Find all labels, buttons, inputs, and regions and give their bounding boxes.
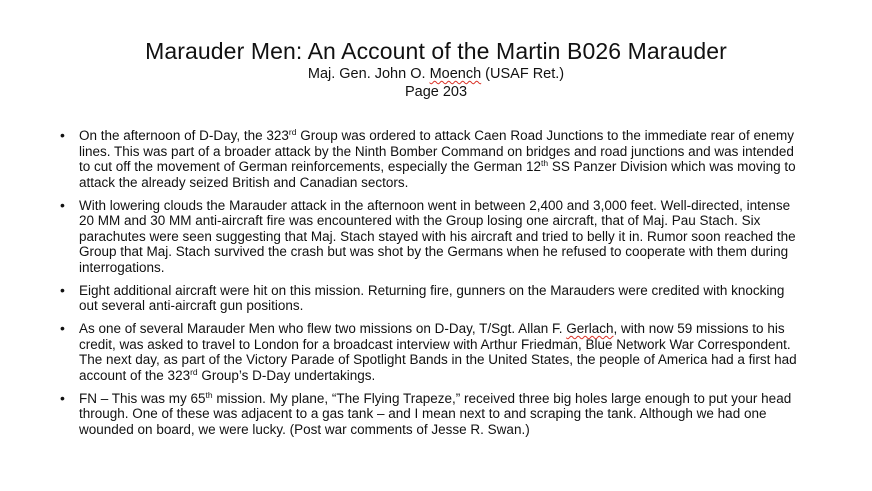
bullet-5-sup: th — [205, 389, 213, 400]
author-suffix: (USAF Ret.) — [481, 66, 565, 82]
author-prefix: Maj. Gen. John O. — [307, 66, 430, 82]
slide-title: Marauder Men: An Account of the Martin B026 Marauder — [145, 38, 727, 64]
bullet-footnote — [58, 391, 806, 438]
bullet-4-name: Gerlach — [566, 321, 614, 337]
page-reference: Page 203 — [404, 84, 468, 100]
bullet-1-text-c: SS Panzer Division which was moving to attack the already seized British and Canadian sectors. — [79, 159, 796, 190]
bullet-1-sup-a: rd — [288, 127, 297, 137]
bullet-1-sup-b: th — [540, 158, 549, 169]
bullet-4-text-c: Group’s D-Day undertakings. — [197, 367, 376, 383]
bullet-5-text-a: FN – This was my 65 — [79, 390, 206, 406]
bullet-4-sup: rd — [190, 366, 198, 377]
author-surname: Moench — [429, 66, 482, 82]
bullet-aircraft-hit — [58, 283, 806, 314]
bullet-3-text: Eight additional aircraft were hit on this mission. Returning fire, gunners on the Marauders were credited with knocking out several anti-aircraft gun positions. — [79, 282, 785, 314]
bullet-anti-aircraft-fire — [58, 198, 806, 276]
bullet-4-text-b: , with now 59 missions to his credit, was asked to travel to London for a broadcast interview with Arthur Friedman, Blue Network War Correspondent. The next day, as part of the Victory Parade of Spotlight Bands in the United States, the people of America had a first had account of the 323 — [79, 321, 797, 383]
bullet-list — [58, 128, 806, 445]
bullet-1-text-a: On the afternoon of D-Day, the 323 — [79, 128, 289, 143]
author-line — [0, 65, 872, 83]
bullet-4-text-a: As one of several Marauder Men who flew two missions on D-Day, T/Sgt. Allan F. — [79, 321, 567, 337]
bullet-2-text: With lowering clouds the Marauder attack in the afternoon went in between 2,400 and 3,000 feet. Well-directed, intense 20 MM and 30 MM anti-aircraft fire was encountered with the Group losing one aircraft, that of Maj. Pau Stach. Six parachutes were seen suggesting that Maj. Stach stayed with his aircraft and tried to belly it in. Rumor soon reached the Group that Maj. Stach survived the crash but was shot by the Germans when he refused to cooperate with them during interrogations. — [79, 197, 796, 275]
bullet-5-text-b: mission. My plane, “The Flying Trapeze,” received three big holes large enough to put your head through. One of these was adjacent to a gas tank – and I mean next to and scraping the tank. Although we had one wounded on board, we were lucky. (Post war comments of Jesse R. Swan.) — [79, 390, 792, 437]
title-block — [0, 38, 872, 101]
bullet-1-text-b: Group was ordered to attack Caen Road Junctions to the immediate rear of enemy lines. This was part of a broader attack by the Ninth Bomber Command on bridges and road junctions and was intended to cut off the movement of German reinforcements, especially the German 12 — [79, 128, 794, 175]
bullet-gerlach-interview — [58, 321, 806, 383]
bullet-d-day-attack — [58, 128, 806, 190]
